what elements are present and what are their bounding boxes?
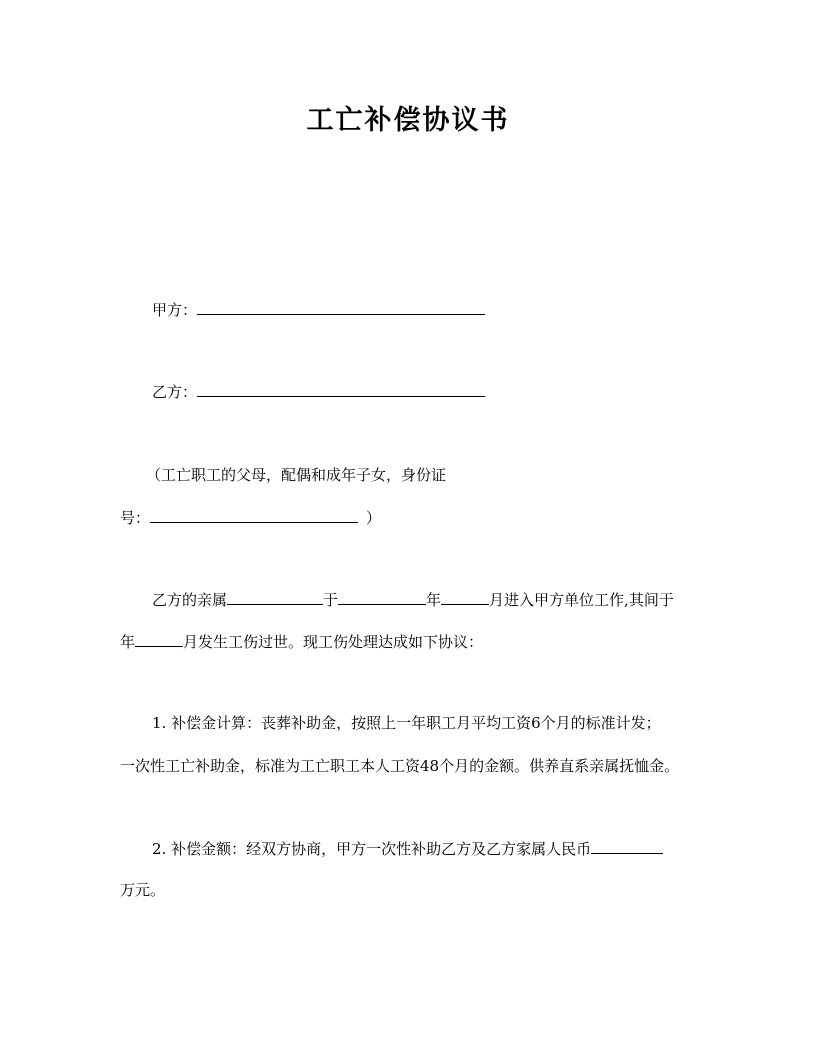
clause1-line1: 1. 补偿金计算：丧葬补助金，按照上一年职工月平均工资6个月的标准计发； (152, 714, 661, 732)
intro-text-3: 年 (426, 591, 442, 609)
party-a-blank[interactable] (197, 299, 485, 315)
intro-text-2: 于 (323, 591, 339, 609)
death-month-blank[interactable] (135, 631, 183, 647)
clause1-line2: 一次性工亡补助金，标准为工亡职工本人工资48个月的金额。供养直系亲属抚恤金。 (120, 757, 680, 775)
intro-line2 (120, 631, 483, 652)
id-number-label: 号： (120, 509, 151, 527)
party-b-line (152, 381, 485, 402)
intro-line1 (152, 589, 674, 610)
relative-name-blank[interactable] (227, 589, 323, 605)
party-b-blank[interactable] (197, 381, 485, 397)
join-month-blank[interactable] (441, 589, 489, 605)
clause2-line2: 万元。 (120, 881, 166, 899)
party-b-label: 乙方： (152, 383, 198, 401)
party-a-label: 甲方： (152, 301, 198, 319)
party-a-line (152, 299, 485, 320)
intro-text-4: 月进入甲方单位工作,其间于 (489, 591, 674, 609)
intro-text-6: 月发生工伤过世。现工伤处理达成如下协议： (183, 633, 484, 651)
intro-text-5: 年 (120, 633, 136, 651)
id-number-close: ） (366, 509, 382, 527)
amount-blank[interactable] (591, 838, 663, 854)
relatives-note-line1: （工亡职工的父母，配偶和成年子女，身份证 (146, 466, 447, 484)
id-number-blank[interactable] (150, 507, 358, 523)
intro-text-1: 乙方的亲属 (152, 591, 228, 609)
join-year-blank[interactable] (338, 589, 426, 605)
document-title: 工亡补偿协议书 (306, 105, 510, 136)
relatives-note-line2 (120, 507, 381, 528)
clause2-text: 2. 补偿金额：经双方协商，甲方一次性补助乙方及乙方家属人民币 (152, 840, 592, 858)
clause2-line1 (152, 838, 663, 859)
